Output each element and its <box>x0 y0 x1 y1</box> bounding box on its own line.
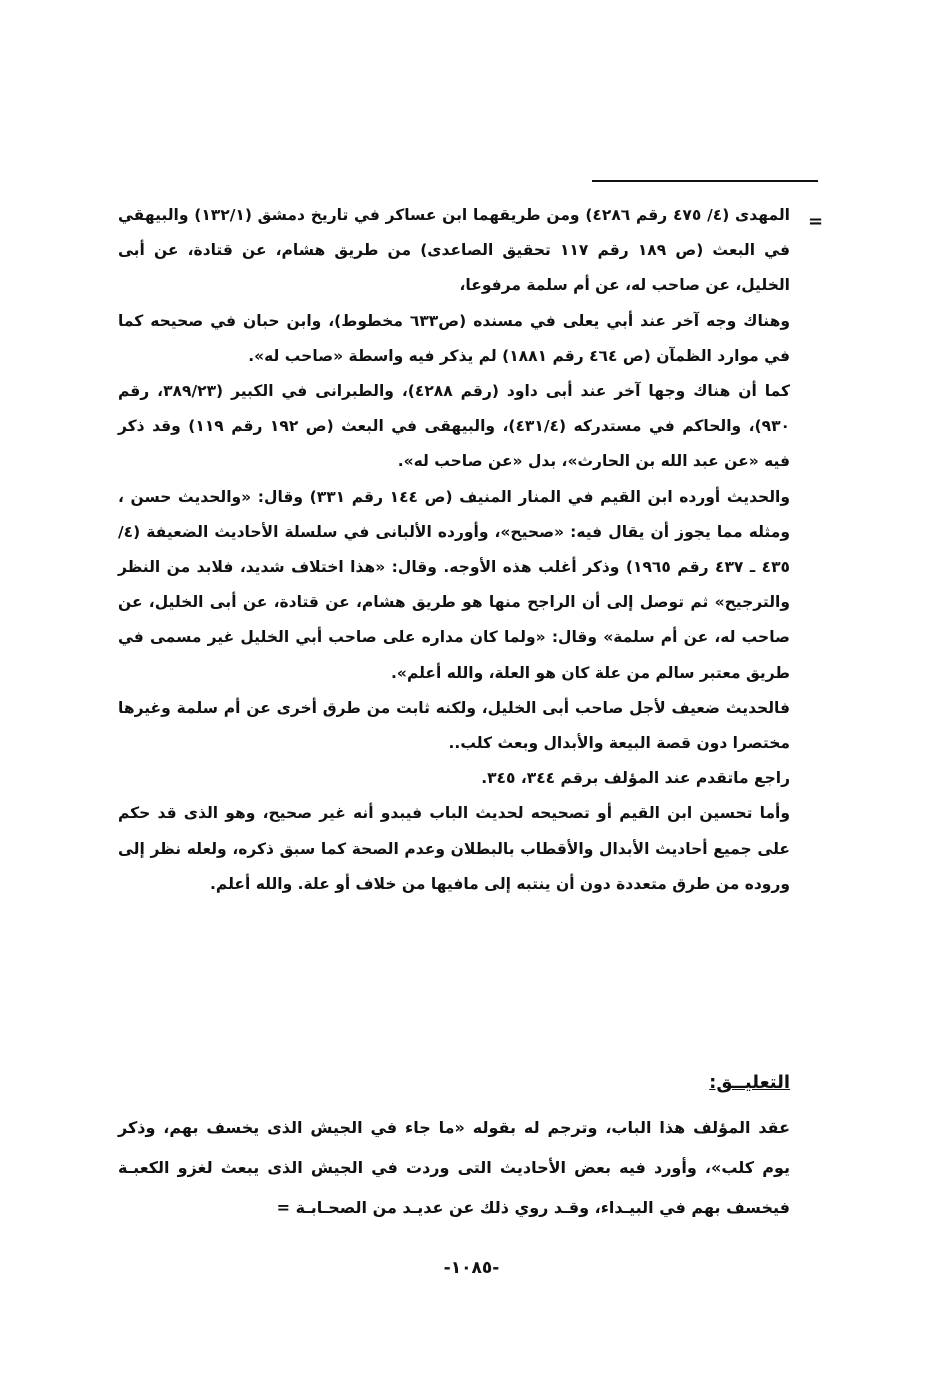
footnote-paragraph: وهناك وجه آخر عند أبي يعلى في مسنده (ص٦٣٣ مخطوط)، وابن حبان في صحيحه كما في موارد الظمآن (ص ٤٦٤ رقم ١٨٨١) لم يذكر فيه واسطة «صاحب له». <box>118 311 790 365</box>
continuation-mark: = <box>808 211 824 232</box>
footnote-paragraph: كما أن هناك وجها آخر عند أبى داود (رقم ٤٢٨٨)، والطبرانى في الكبير (٣٨٩/٢٣، رقم ٩٣٠)، والحاكم في مستدركه (٤٣١/٤)، والبيهقى في البعث (ص ١٩٢ رقم ١١٩) وقد ذكر فيه «عن عبد الله بن الحارث»، بدل «عن صاحب له». <box>118 382 790 471</box>
footnote-paragraph: وأما تحسين ابن القيم أو تصحيحه لحديث الباب فيبدو أنه غير صحيح، وهو الذى قد حكم على جميع أحاديث الأبدال والأقطاب بالبطلان وعدم الصحة كما سبق ذكره، ولعله نظر إلى وروده من طرق متعددة دون أن ينتبه إلى مافيها من خلاف أو علة. والله أعلم. <box>118 804 790 893</box>
footnote-paragraph: والحديث أورده ابن القيم في المنار المنيف (ص ١٤٤ رقم ٣٣١) وقال: «والحديث حسن ، ومثله مما يجوز أن يقال فيه: «صحيح»، وأورده الألبانى في سلسلة الأحاديث الضعيفة (٤/ ٤٣٥ ـ ٤٣٧ رقم ١٩٦٥) وذكر أغلب هذه الأوجه. وقال: «هذا اختلاف شديد، فلابد من النظر والترجيح» ثم توصل إلى أن الراجح منها هو طريق هشام، عن قتادة، عن أبى الخليل، عن صاحب له، عن أم سلمة» وقال: «ولما كان مداره على صاحب أبي الخليل غير مسمى في طريق معتبر سالم من علة كان هو العلة، والله أعلم». <box>118 487 791 682</box>
commentary-heading: التعليــق: <box>709 1072 790 1093</box>
footnote-block <box>118 198 790 902</box>
commentary-body <box>118 1108 790 1228</box>
footnote-separator-rule <box>592 180 818 182</box>
footnote-paragraph: المهدى (٤/ ٤٧٥ رقم ٤٢٨٦) ومن طريقهما ابن عساكر في تاريخ دمشق (١٣٢/١) والبيهقي في البعث (ص ١٨٩ رقم ١١٧ تحقيق الصاعدى) من طريق هشام، عن قتادة، عن أبى الخليل، عن صاحب له، عن أم سلمة مرفوعا، <box>118 206 790 295</box>
footnote-paragraph: فالحديث ضعيف لأجل صاحب أبى الخليل، ولكنه ثابت من طرق أخرى عن أم سلمة وغيرها مختصرا دون قصة البيعة والأبدال وبعث كلب.. <box>118 698 790 753</box>
commentary-paragraph: عقد المؤلف هذا الباب، وترجم له بقوله «ما جاء في الجيش الذى يخسف بهم، وذكر يوم كلب»، وأورد فيه بعض الأحاديث التى وردت في الجيش الذى يبعث لغزو الكعبـة فيخسف بهم في البيـداء، وقـد روي ذلك عن عديـد من الصحـابـة = <box>118 1118 790 1217</box>
page-number: -١٠٨٥- <box>443 1258 500 1278</box>
footnote-paragraph: راجع ماتقدم عند المؤلف برقم ٣٤٤، ٣٤٥. <box>481 769 790 788</box>
